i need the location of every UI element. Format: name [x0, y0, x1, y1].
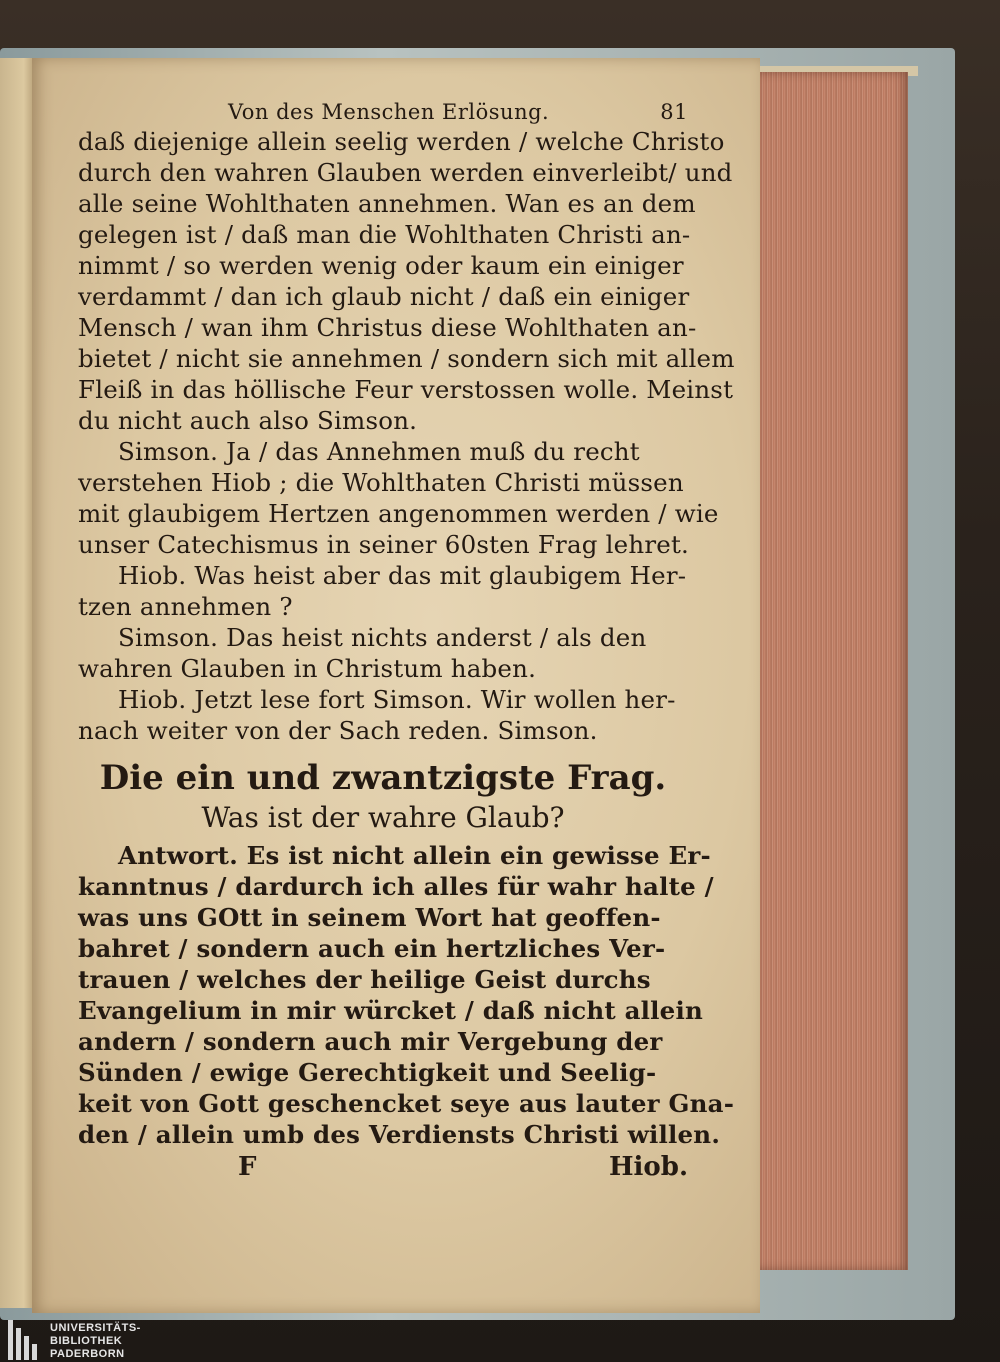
text-line: durch den wahren Glauben werden einverleibt/ und: [78, 158, 733, 187]
page-text: [78, 100, 735, 1184]
text-line: kanntnus / dardurch ich alles für wahr halte /: [78, 872, 714, 901]
text-line: andern / sondern auch mir Vergebung der: [78, 1027, 663, 1056]
text-line: wahren Glauben in Christum haben.: [78, 654, 537, 683]
text-line: Evangelium in mir würcket / daß nicht allein: [78, 996, 703, 1025]
library-logo: [0, 1310, 160, 1362]
signature-mark: F: [238, 1152, 257, 1182]
text-line: nimmt / so werden wenig oder kaum ein einiger: [78, 251, 684, 280]
text-line: trauen / welches der heilige Geist durchs: [78, 965, 651, 994]
text-line: verdammt / dan ich glaub nicht / daß ein einiger: [78, 282, 690, 311]
text-line: Mensch / wan ihm Christus diese Wohlthaten an-: [78, 313, 697, 342]
text-line: verstehen Hiob ; die Wohlthaten Christi müssen: [78, 468, 684, 497]
text-line: den / allein umb des Verdiensts Christi willen.: [78, 1120, 721, 1149]
text-line: was uns GOtt in seinem Wort hat geoffen-: [78, 903, 661, 932]
text-line: gelegen ist / daß man die Wohlthaten Christi an-: [78, 220, 691, 249]
running-header: [228, 100, 688, 124]
section-title: Die ein und zwantzigste Frag.: [99, 758, 667, 798]
logo-line: BIBLIOTHEK: [50, 1335, 123, 1347]
text-line: unser Catechismus in seiner 60sten Frag lehret.: [78, 530, 690, 559]
logo-line: UNIVERSITÄTS-: [50, 1322, 141, 1334]
text-line: du nicht auch also Simson.: [78, 406, 418, 435]
text-line: mit glaubigem Hertzen angenommen werden / wie: [78, 499, 719, 528]
left-page-edge: [0, 58, 34, 1308]
text-line: Simson. Ja / das Annehmen muß du recht: [118, 437, 640, 466]
red-page-edges: [758, 72, 908, 1270]
text-line: Simson. Das heist nichts anderst / als den: [118, 623, 647, 652]
catchword: Hiob.: [608, 1152, 688, 1182]
text-line: bietet / nicht sie annehmen / sondern sich mit allem: [78, 344, 735, 373]
text-line: tzen annehmen ?: [78, 592, 293, 621]
page-footer: [78, 1150, 688, 1184]
text-line: daß diejenige allein seelig werden / welche Christo: [78, 127, 725, 156]
page-number: 81: [660, 100, 688, 124]
text-line: bahret / sondern auch ein hertzliches Ver-: [78, 934, 666, 963]
answer-paragraph: [78, 840, 735, 1150]
library-logo-text: [50, 1322, 141, 1361]
text-line: Hiob. Was heist aber das mit glaubigem Her-: [118, 561, 687, 590]
dialogue: [78, 436, 719, 746]
text-line: Fleiß in das höllische Feur verstossen wolle. Meinst: [78, 375, 734, 404]
text-line: Hiob. Jetzt lese fort Simson. Wir wollen her-: [118, 685, 676, 714]
logo-line: PADERBORN: [50, 1348, 125, 1360]
text-line: Sünden / ewige Gerechtigkeit und Seelig-: [78, 1058, 657, 1087]
running-title: Von des Menschen Erlösung.: [228, 100, 550, 124]
text-line: keit von Gott geschencket seye aus lauter Gna-: [78, 1089, 735, 1118]
text-line: Antwort. Es ist nicht allein ein gewisse Er-: [118, 841, 711, 870]
library-logo-icon: [6, 1318, 40, 1362]
text-line: nach weiter von der Sach reden. Simson.: [78, 716, 598, 745]
body-paragraph: [78, 126, 735, 436]
text-line: alle seine Wohlthaten annehmen. Wan es an dem: [78, 189, 696, 218]
question-heading: Was ist der wahre Glaub?: [201, 801, 565, 834]
